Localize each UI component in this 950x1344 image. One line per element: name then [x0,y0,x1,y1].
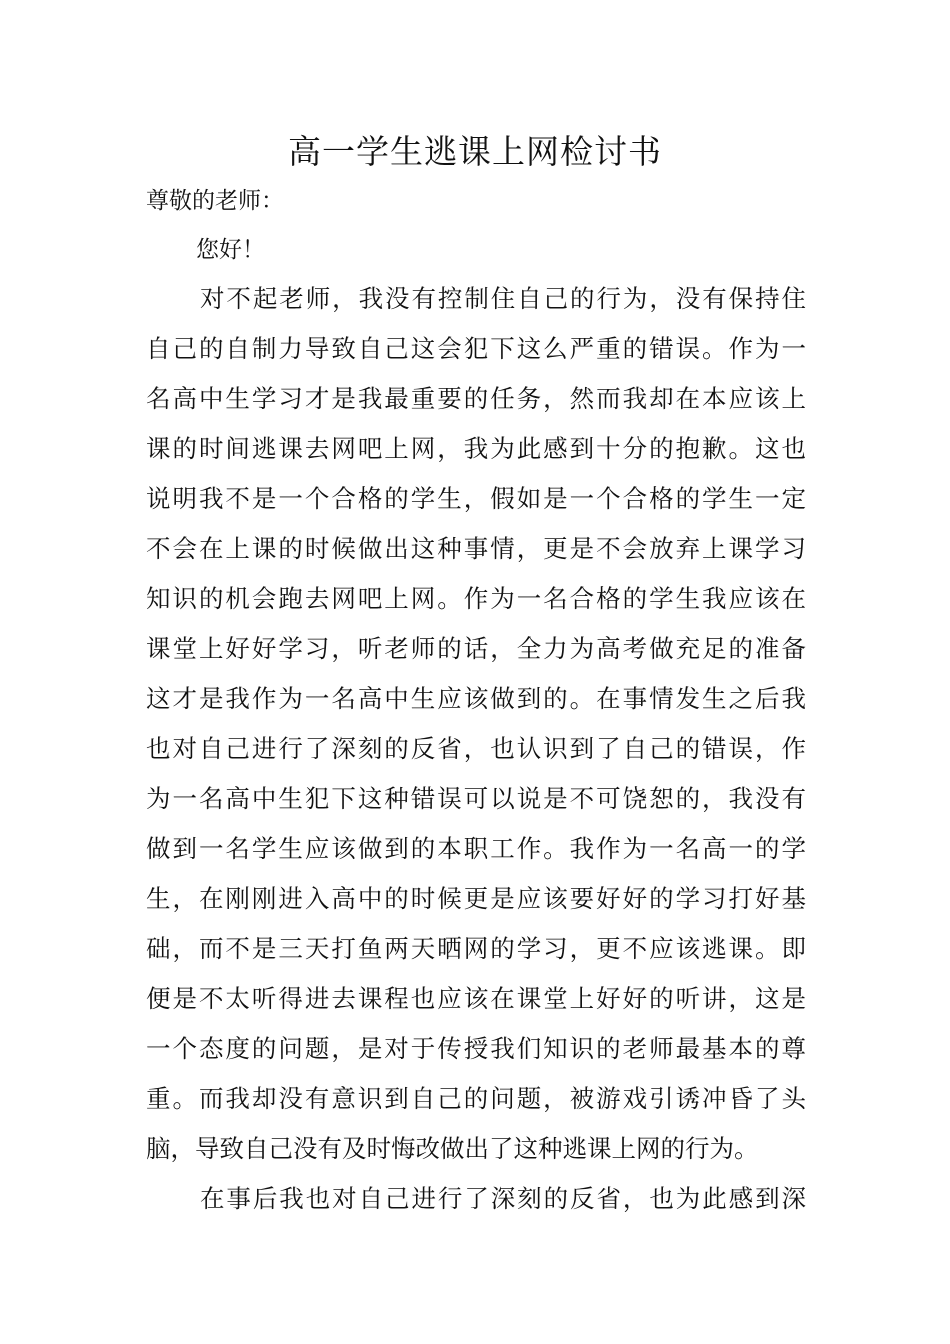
paragraph-line: 生，在刚刚进入高中的时候更是应该要好好的学习打好基 [146,884,806,913]
paragraph-line: 也对自己进行了深刻的反省，也认识到了自己的错误，作 [146,734,806,763]
paragraph-line: 课的时间逃课去网吧上网，我为此感到十分的抱歉。这也 [146,434,806,463]
paragraph-line: 这才是我作为一名高中生应该做到的。在事情发生之后我 [146,684,806,713]
paragraph-line: 对不起老师，我没有控制住自己的行为，没有保持住 [200,284,806,313]
paragraph-line: 脑，导致自己没有及时悔改做出了这种逃课上网的行为。 [146,1134,759,1163]
paragraph-line: 自己的自制力导致自己这会犯下这么严重的错误。作为一 [146,334,806,363]
paragraph-line: 础，而不是三天打鱼两天晒网的学习，更不应该逃课。即 [146,934,806,963]
document-title: 高一学生逃课上网检讨书 [288,132,662,171]
paragraph-line: 知识的机会跑去网吧上网。作为一名合格的学生我应该在 [146,584,806,613]
paragraph-line: 在事后我也对自己进行了深刻的反省，也为此感到深 [200,1184,806,1213]
paragraph-line: 课堂上好好学习，听老师的话，全力为高考做充足的准备 [146,634,806,663]
paragraph-line: 为一名高中生犯下这种错误可以说是不可饶恕的，我没有 [146,784,806,813]
paragraph-line: 名高中生学习才是我最重要的任务，然而我却在本应该上 [146,384,806,413]
salutation: 尊敬的老师： [146,188,284,214]
paragraph-line: 说明我不是一个合格的学生，假如是一个合格的学生一定 [146,484,806,513]
greeting: 您好！ [196,237,265,263]
paragraph-line: 便是不太听得进去课程也应该在课堂上好好的听讲，这是 [146,984,806,1013]
paragraph-line: 一个态度的问题，是对于传授我们知识的老师最基本的尊 [146,1034,806,1063]
paragraph-line: 不会在上课的时候做出这种事情，更是不会放弃上课学习 [146,534,806,563]
paragraph-line: 重。而我却没有意识到自己的问题，被游戏引诱冲昏了头 [146,1084,806,1113]
paragraph-line: 做到一名学生应该做到的本职工作。我作为一名高一的学 [146,834,806,863]
